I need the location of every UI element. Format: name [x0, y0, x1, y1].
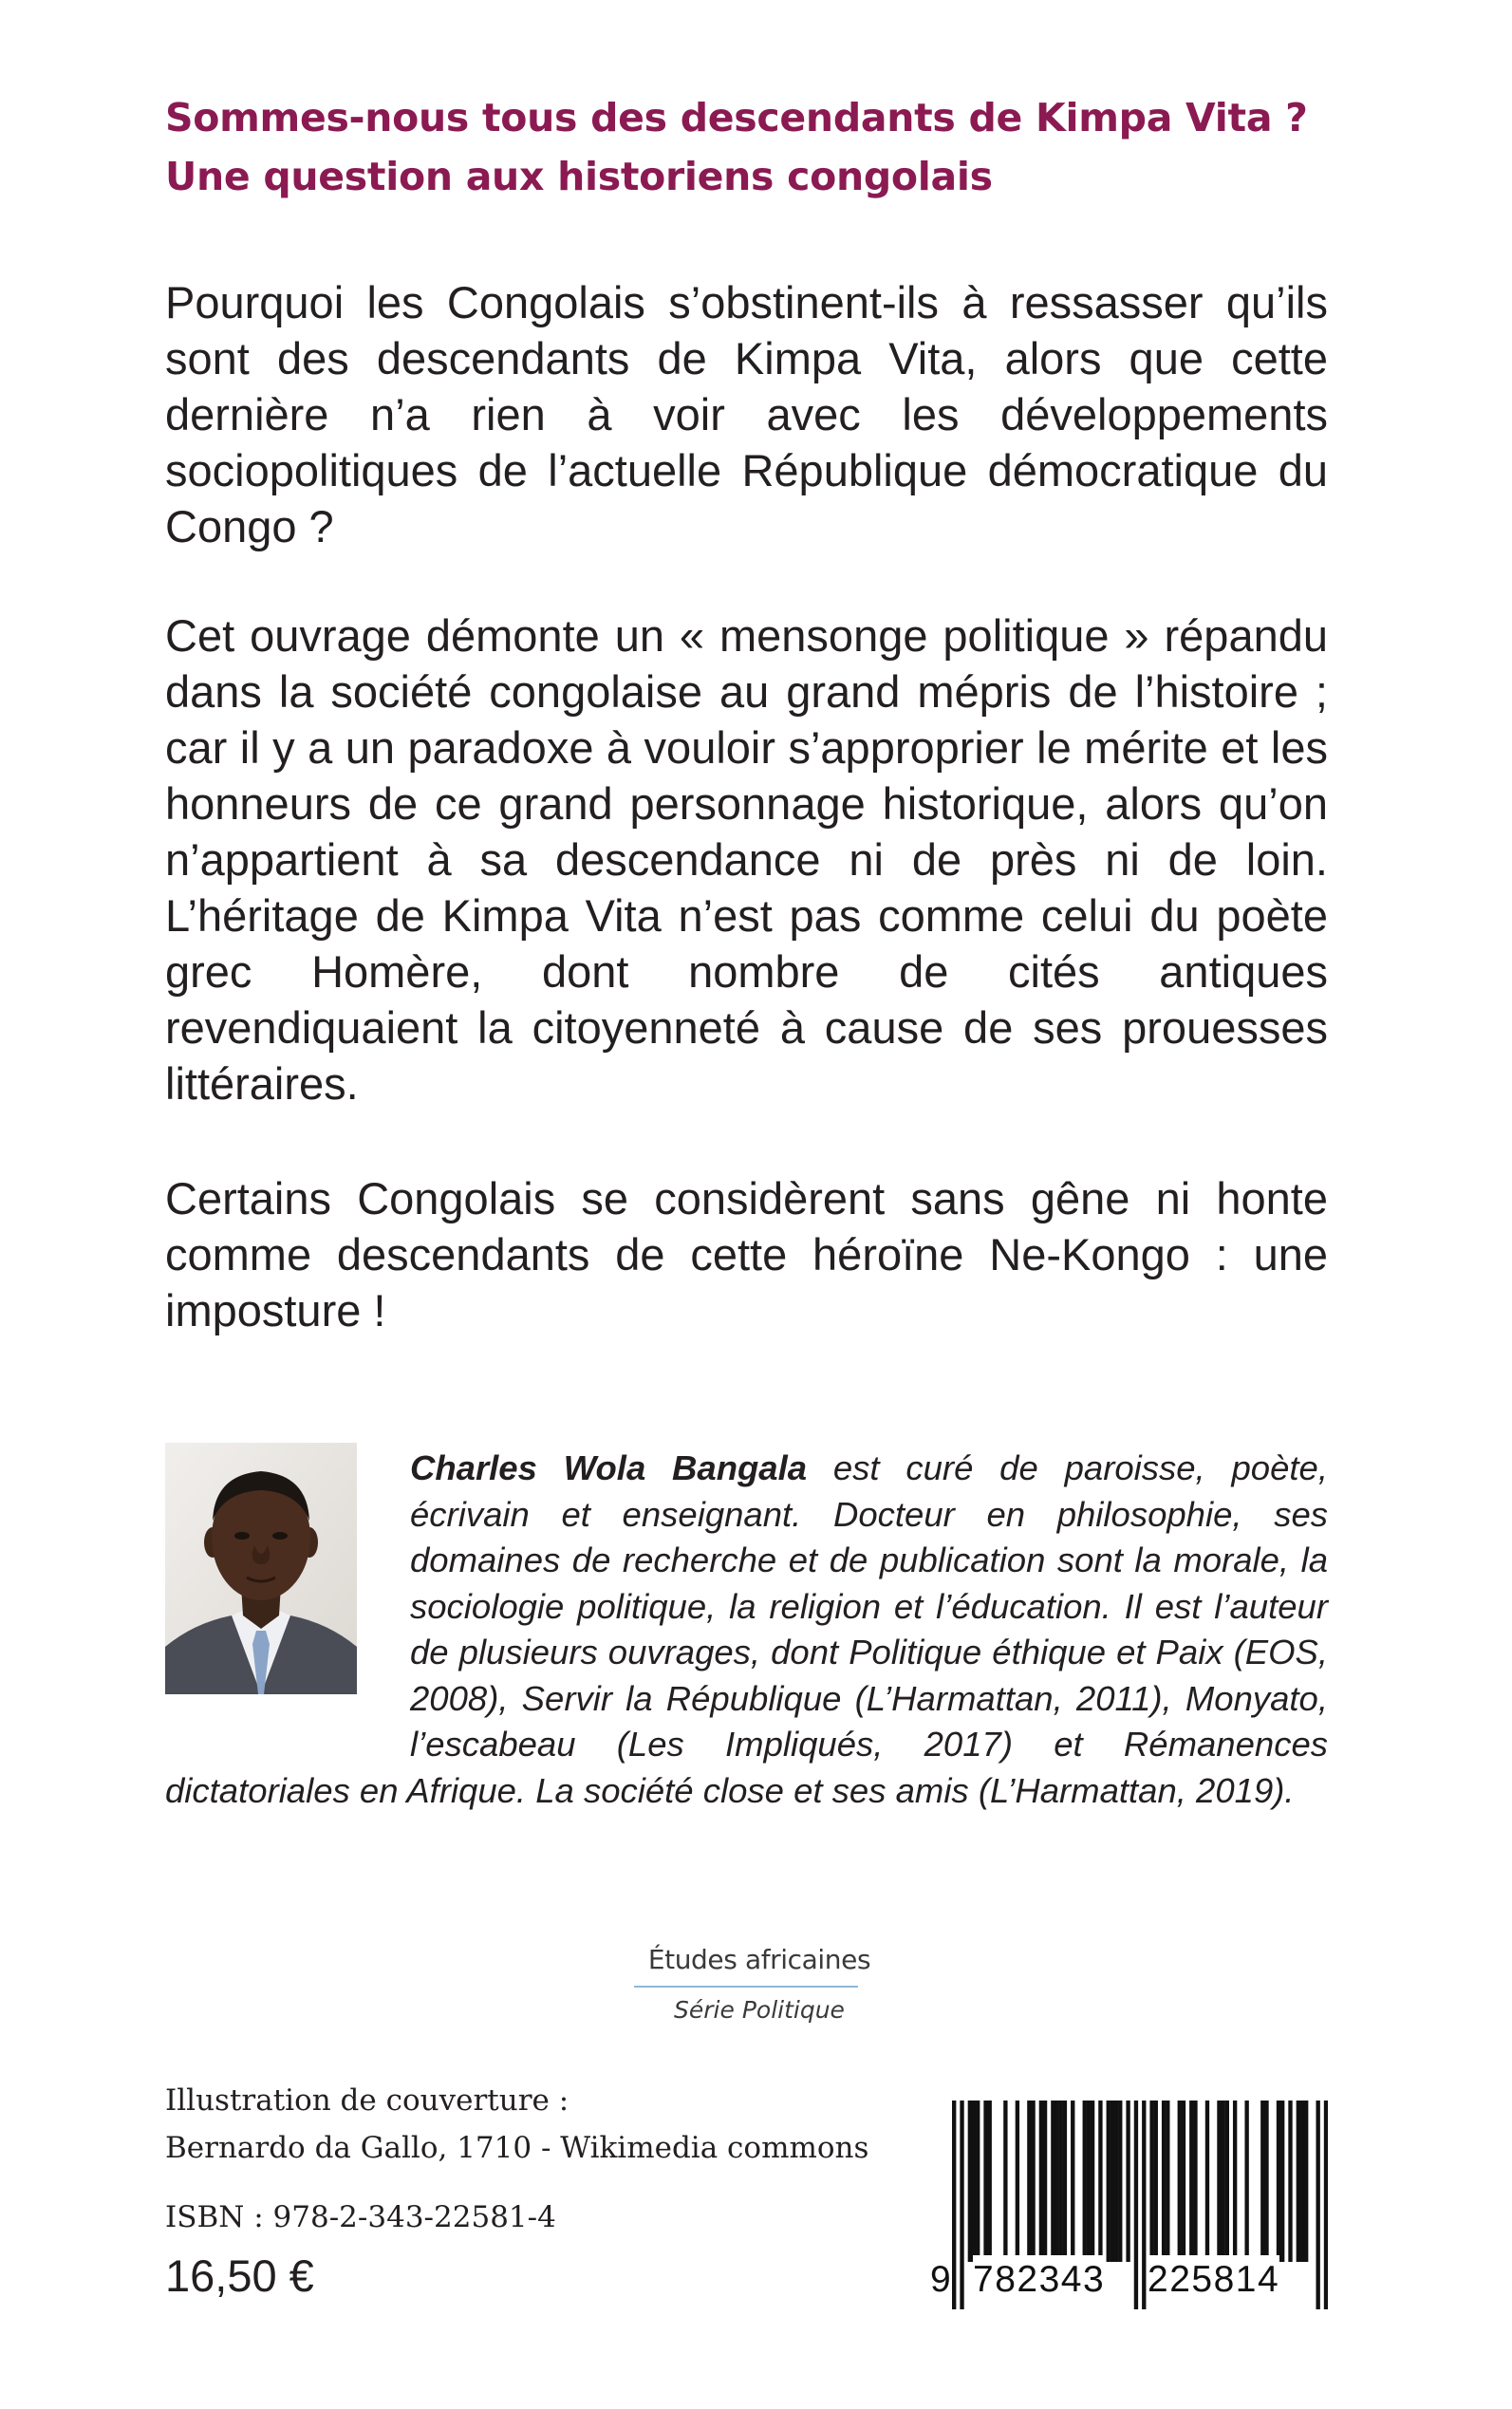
barcode-bar: [1016, 2101, 1019, 2262]
barcode-bar: [1260, 2101, 1264, 2262]
book-subtitle: Une question aux historiens congolais: [165, 154, 993, 199]
barcode-bar: [1304, 2101, 1308, 2262]
series-subtitle: Série Politique: [674, 1996, 845, 2024]
barcode-bar: [1288, 2101, 1292, 2262]
barcode-bar: [1043, 2101, 1047, 2262]
barcode-bar: [1221, 2101, 1224, 2262]
barcode-bar: [1055, 2101, 1058, 2262]
barcode-bar: [1087, 2101, 1091, 2262]
barcode-bar: [1217, 2101, 1221, 2262]
barcode-bar: [1154, 2101, 1158, 2262]
barcode-bar: [983, 2101, 987, 2262]
barcode-bar: [952, 2101, 956, 2309]
barcode-bar: [1111, 2101, 1114, 2262]
author-bio-text: est curé de paroisse, poète, écrivain et enseignant. Docteur en philosophie, ses domaines de recherche et de publication sont la morale, la sociologie politique, la religion et l’éducation. Il est l’auteur de plusieurs ouvrages, dont Politique éthique et Paix (EOS, 2008), Servir la République (L’Harmattan, 2011), Monyato, l’escabeau (Les Impliqués, 2017) et Rémanences dictatoriales en Afrique. La société close et ses amis (L’Harmattan, 2019).: [165, 1448, 1328, 1810]
price: 16,50 €: [165, 2250, 314, 2301]
barcode-bar: [1098, 2101, 1102, 2262]
barcode-bar: [1126, 2101, 1129, 2262]
barcode-bar: [1264, 2101, 1268, 2262]
cover-credits-line-1: Illustration de couverture :: [165, 2083, 569, 2118]
barcode-bar: [1244, 2101, 1248, 2262]
barcode-bar: [1277, 2101, 1280, 2262]
barcode-bar: [1091, 2101, 1094, 2262]
blurb-paragraph-2: Cet ouvrage démonte un « mensonge politique » répandu dans la société congolaise au grand mépris de l’histoire ; car il y a un paradoxe à vouloir s’approprier le mérite et les honneurs de ce grand personnage historique, alors qu’on n’appartient à sa descendance ni de près ni de loin. L’héritage de Kimpa Vita n’est pas comme celui du poète grec Homère, dont nombre de cités antiques revendiquaient la citoyenneté à cause de ses prouesses littéraires.: [165, 610, 1328, 1109]
barcode-bar: [1193, 2101, 1197, 2262]
series-name: Études africaines: [647, 1944, 871, 1975]
barcode-bar: [1280, 2101, 1284, 2262]
barcode-bar: [1178, 2101, 1182, 2262]
barcode-bar: [1083, 2101, 1087, 2262]
barcode-first-digit: 9: [930, 2259, 953, 2300]
barcode-bar: [1297, 2101, 1300, 2262]
barcode-bar: [1134, 2101, 1138, 2309]
author-bio: [165, 1446, 1328, 1814]
barcode-bar: [1189, 2101, 1193, 2262]
barcode-bar: [1324, 2101, 1328, 2309]
barcode-right-digits: 225814: [1148, 2255, 1279, 2305]
barcode-bar: [1162, 2101, 1166, 2262]
barcode-bar: [1142, 2101, 1146, 2309]
isbn: ISBN : 978-2-343-22581-4: [165, 2200, 556, 2234]
barcode-bar: [1059, 2101, 1063, 2262]
barcode-bar: [1051, 2101, 1055, 2262]
blurb-paragraph-1: Pourquoi les Congolais s’obstinent-ils à ressasser qu’ils sont des descendants de Kimpa Vita, alors que cette dernière n’a rien à voir avec les développements sociopolitiques de l’actuelle République démocratique du Congo ?: [165, 277, 1328, 551]
barcode-bar: [988, 2101, 992, 2262]
barcode-bar: [1071, 2101, 1074, 2262]
series-divider: [634, 1986, 858, 1988]
barcode-bar: [1225, 2101, 1229, 2262]
barcode-bar: [1114, 2101, 1118, 2262]
barcode-bar: [960, 2101, 963, 2309]
barcode-bar: [968, 2101, 972, 2262]
barcode-bar: [1039, 2101, 1043, 2262]
blurb-paragraph-3: Certains Congolais se considèrent sans gêne ni honte comme descendants de cette héroïne Ne-Kongo : une imposture !: [165, 1173, 1328, 1335]
barcode-bar: [1316, 2101, 1319, 2309]
barcode-bar: [972, 2101, 976, 2262]
barcode-bar: [976, 2101, 980, 2262]
barcode-left-digits: 782343: [973, 2255, 1105, 2305]
barcode-bar: [1205, 2101, 1209, 2262]
barcode-bar: [1003, 2101, 1007, 2262]
book-title: Sommes-nous tous des descendants de Kimpa Vita ?: [165, 95, 1308, 140]
barcode-bar: [1118, 2101, 1122, 2262]
barcode-bar: [1182, 2101, 1185, 2262]
cover-credits: [165, 2077, 868, 2172]
barcode-bar: [1166, 2101, 1169, 2262]
barcode-bar: [1031, 2101, 1035, 2262]
barcode-bar: [1063, 2101, 1067, 2262]
author-name: Charles Wola Bangala: [410, 1448, 808, 1487]
barcode-bar: [1233, 2101, 1237, 2262]
barcode-bar: [1300, 2101, 1304, 2262]
cover-credits-line-2: Bernardo da Gallo, 1710 - Wikimedia commons: [165, 2131, 869, 2165]
barcode-bar: [1027, 2101, 1031, 2262]
barcode-bar: [1149, 2101, 1153, 2262]
barcode-bar: [1107, 2101, 1111, 2262]
